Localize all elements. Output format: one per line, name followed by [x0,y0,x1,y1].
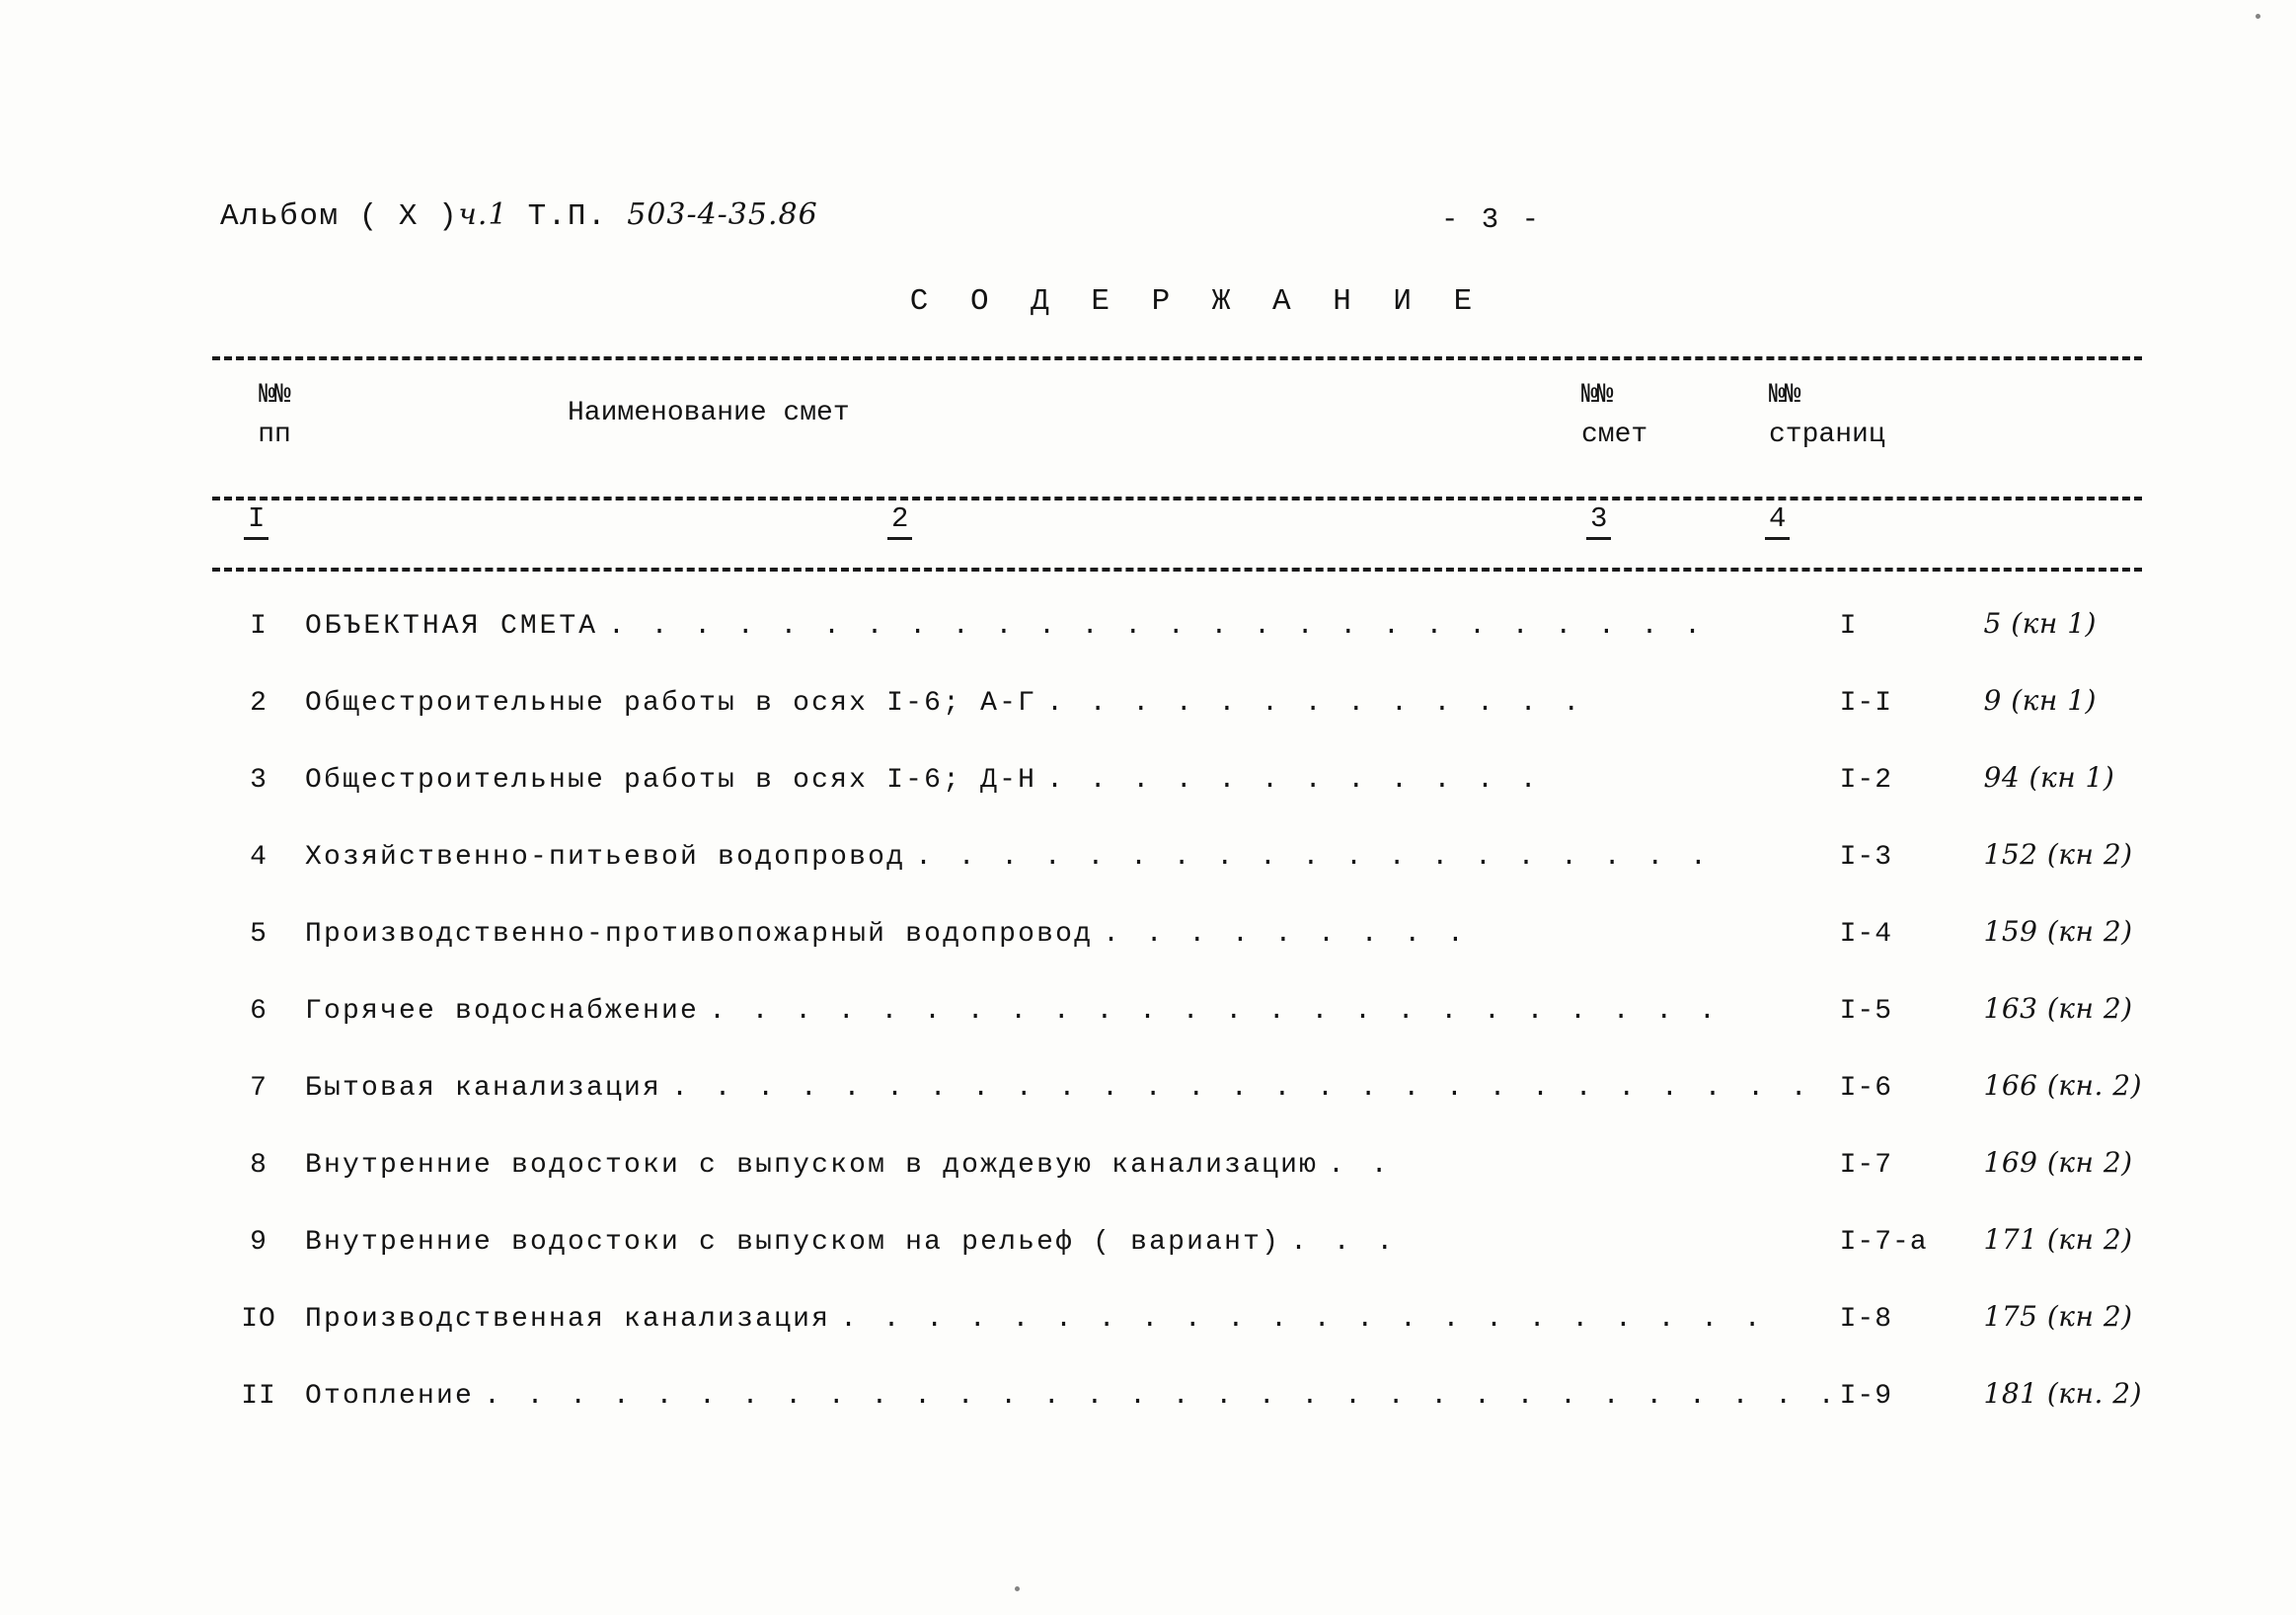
column-header-number-mark: №№ [259,380,290,411]
row-smeta-number: I [1839,611,1858,642]
row-name-label: Внутренние водостоки с выпуском на рельеф ( вариант) [305,1227,1281,1258]
row-page-number: 181 (кн. 2) [1983,1377,2142,1410]
row-name-label: Отопление [305,1381,475,1412]
row-smeta-number: I-4 [1839,919,1893,950]
row-leader-dots: . . . . . . . . . . . . . . . . . . . . . . . . . . [608,611,1706,642]
table-row [212,992,2142,1069]
row-smeta-number: I-I [1839,688,1893,719]
column-index-1: I [244,502,268,540]
row-number: I [250,611,268,642]
column-header-pages-sub: страниц [1769,420,1885,450]
row-leader-dots: . . . . . . . . . . . . . [1046,688,1585,719]
row-leader-dots: . . . . . . . . . . . . . . . . . . . . . . [840,1304,1766,1335]
row-leader-dots: . . . . . . . . . . . . . . . . . . . . . . . . . . . . . . . . [484,1381,1840,1412]
row-leader-dots: . . . [1290,1227,1399,1258]
row-smeta-number: I-2 [1839,765,1893,796]
album-reference-line [220,197,818,234]
row-leader-dots: . . . . . . . . . . . . . . . . . . . . . . . . [709,996,1721,1027]
row-smeta-number: I-7-а [1839,1227,1928,1258]
row-page-number: 175 (кн 2) [1983,1300,2133,1333]
table-row [212,607,2142,684]
row-name [305,992,1840,1069]
row-number: 3 [250,765,268,796]
table-row [212,1069,2142,1146]
column-header-pages [1769,376,1885,455]
table-row [212,1146,2142,1223]
row-leader-dots: . . . . . . . . . . . . [1046,765,1542,796]
row-name [305,684,1840,761]
row-name [305,838,1840,915]
scan-artifact-dot [1015,1586,1020,1591]
column-index-3: 3 [1586,502,1611,540]
table-row [212,838,2142,915]
row-smeta-number: I-5 [1839,996,1893,1027]
row-page-number: 159 (кн 2) [1983,915,2133,948]
column-header-smeta [1581,376,1647,455]
album-part-handwritten: ч.1 [458,197,508,232]
row-page-number: 169 (кн 2) [1983,1146,2133,1179]
table-row [212,915,2142,992]
table-row [212,761,2142,838]
column-index-4: 4 [1765,502,1790,540]
row-name [305,1069,1840,1146]
row-smeta-number: I-7 [1839,1150,1893,1181]
row-name-label: Хозяйственно-питьевой водопровод [305,842,906,873]
row-page-number: 9 (кн 1) [1983,684,2097,717]
table-row [212,684,2142,761]
row-number: 2 [250,688,268,719]
contents-table-body [212,607,2142,1454]
table-row [212,1223,2142,1300]
row-leader-dots: . . . . . . . . . . . . . . . . . . . [915,842,1712,873]
column-header-smeta-mark: №№ [1581,380,1613,411]
row-name [305,1223,1840,1300]
table-column-headers [212,360,2142,451]
page-number: - 3 - [1441,203,1543,236]
row-page-number: 5 (кн 1) [1983,607,2097,640]
row-name [305,1377,1840,1454]
row-name-label: Внутренние водостоки с выпуском в дождевую канализацию [305,1150,1319,1181]
row-name-label: Бытовая канализация [305,1073,662,1104]
row-smeta-number: I-8 [1839,1304,1893,1335]
column-header-number-sub: пп [258,420,291,450]
row-smeta-number: I-9 [1839,1381,1893,1412]
row-name-label: Производственно-противопожарный водопровод [305,919,1094,950]
album-label: Альбом ( X ) [220,199,459,234]
column-header-number [230,376,319,455]
table-row [212,1300,2142,1377]
row-page-number: 94 (кн 1) [1983,761,2115,794]
document-header [212,197,2142,261]
document-body [212,197,2142,1454]
row-number: 5 [250,919,268,950]
row-number: 6 [250,996,268,1027]
row-page-number: 152 (кн 2) [1983,838,2133,871]
row-name-label: ОБЪЕКТНАЯ СМЕТА [305,611,599,642]
row-number: 9 [250,1227,268,1258]
contents-table [212,607,2142,1454]
page-title: С О Д Е Р Ж А Н И Е [909,284,1485,319]
row-leader-dots: . . . . . . . . . [1103,919,1469,950]
column-header-name: Наименование смет [568,398,850,428]
row-page-number: 163 (кн 2) [1983,992,2133,1025]
scan-artifact-dot [2256,14,2260,19]
row-name-label: Горячее водоснабжение [305,996,700,1027]
row-name [305,1146,1840,1223]
row-number: 8 [250,1150,268,1181]
column-header-pages-mark: №№ [1769,380,1800,411]
table-row [212,1377,2142,1454]
album-tp-label: Т.П. [527,199,608,234]
row-name [305,761,1840,838]
table-numbering-rule [212,568,2142,572]
row-name-label: Производственная канализация [305,1304,831,1335]
album-code-handwritten: 503-4-35.86 [627,197,818,232]
row-name [305,1300,1840,1377]
row-leader-dots: . . . . . . . . . . . . . . . . . . . . . . . . . . . [671,1073,1812,1104]
row-smeta-number: I-3 [1839,842,1893,873]
column-header-smeta-sub: смет [1581,420,1648,450]
row-name-label: Общестроительные работы в осях I-6; А-Г [305,688,1037,719]
row-name [305,915,1840,992]
row-name-label: Общестроительные работы в осях I-6; Д-Н [305,765,1037,796]
row-number: 7 [250,1073,268,1104]
table-column-numbering [212,500,2142,546]
column-index-2: 2 [887,502,912,540]
row-page-number: 166 (кн. 2) [1983,1069,2142,1102]
row-name [305,607,1840,684]
row-number: IO [241,1304,276,1335]
row-page-number: 171 (кн 2) [1983,1223,2133,1256]
row-number: II [241,1381,276,1412]
row-leader-dots: . . [1328,1150,1393,1181]
row-number: 4 [250,842,268,873]
row-smeta-number: I-6 [1839,1073,1893,1104]
